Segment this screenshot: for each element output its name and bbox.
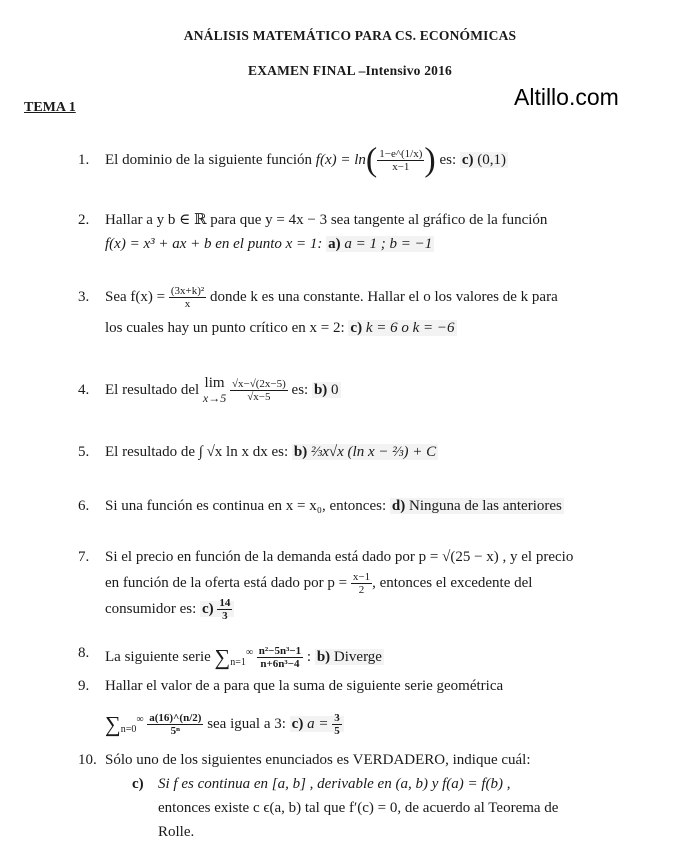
- question-8: 8. La siguiente serie $\sum_{n=1}^\infty$ $\frac{\text{n²−5n³−1}}{\text{n+6n³−4}}$ : b) Diverge: [78, 644, 382, 671]
- answer-highlight: c) $\frac{14}{3}$: [200, 601, 234, 617]
- answer-highlight: b) Diverge: [316, 649, 382, 665]
- question-text: El resultado de ∫ √x ln x dx es:: [105, 444, 289, 460]
- function-expression: f(x) = ln: [315, 152, 366, 168]
- question-7: 7. Si el precio en función de la demanda está dado por p = √(25 − x) , y el precio en función de la oferta está dado por p = $\frac{x-1}{2}$ , entonces el excedente del consumidor es: c) $\frac{14}{3}$: [78, 544, 678, 622]
- answer-text: Si f es continua en [a, b] , derivable en (a, b) y f(a) = f(b) , entonces existe c ϵ(a, b) tal que f′(c) = 0, de acuerdo al Teorema de Rolle.: [158, 776, 559, 840]
- question-number: 1.: [78, 152, 90, 168]
- watermark-logo: Altillo.com: [514, 84, 619, 110]
- answer-highlight: c) a = $\frac{3}{5}$: [290, 716, 344, 732]
- question-3: 3. Sea f(x) = $\frac{\text{(3x+k)²}}{x}$ donde k es una constante. Hallar el o los valores de k para los cuales hay un punto crítico en x = 2: c) k = 6 o k = −6: [78, 285, 558, 337]
- question-4: 4. El resultado del lim x→5 $\frac{√x-√(2x-5)}{√x-5}$ es: b) 0: [78, 374, 339, 405]
- answer-highlight: b) ⅔x√x (ln x − ⅔) + C: [293, 444, 437, 460]
- question-text: donde k es una constante. Hallar el o los valores de k para: [209, 289, 558, 305]
- question-text: Si una función es continua en x = x₀, entonces:: [105, 498, 387, 514]
- question-1: 1. El dominio de la siguiente función f(x) = ln( $\frac{1-e\^{}(1/x)}{x-1}$ ) es: c) (0,1): [78, 141, 507, 179]
- question-5: 5. El resultado de ∫ √x ln x dx es: b) ⅔x√x (ln x − ⅔) + C: [78, 444, 437, 460]
- question-text: Hallar el valor de a para que la suma de siguiente serie geométrica: [105, 678, 504, 694]
- question-text: Hallar a y b ∈ ℝ para que y = 4x − 3 sea tangente al gráfico de la función: [105, 212, 548, 228]
- question-9: 9. Hallar el valor de a para que la suma de siguiente serie geométrica $\sum_{n=0}^\infty$ $\frac{a(16)\^{}(n/2)}{\text{5ⁿ}}$ sea igual a 3: c) a = $\frac{3}{5}$: [78, 674, 678, 742]
- question-text: Si el precio en función de la demanda está dado por p = √(25 − x) , y el precio: [105, 549, 574, 565]
- answer-highlight: b) 0: [313, 382, 339, 398]
- answer-highlight: c) (0,1): [461, 152, 507, 168]
- question-text: El dominio de la siguiente función: [105, 152, 313, 168]
- exam-title: ANÁLISIS MATEMÁTICO PARA CS. ECONÓMICAS: [183, 28, 517, 43]
- question-text: El resultado del: [105, 382, 200, 398]
- question-10: 10. Sólo uno de los siguientes enunciados es VERDADERO, indique cuál: c) Si f es continua en [a, b] , derivable en (a, b) y f(a) = f(b) , entonces existe c ϵ(a, b) tal que f′(c) = 0, de acuerdo al Teorema de Rolle.: [78, 748, 678, 844]
- exam-subtitle: EXAMEN FINAL –Intensivo 2016: [248, 63, 452, 78]
- tema-heading: TEMA 1: [24, 100, 76, 115]
- answer-highlight: c) k = 6 o k = −6: [350, 320, 455, 337]
- question-6: 6. Si una función es continua en x = x₀, entonces: d) Ninguna de las anteriores: [78, 498, 562, 514]
- answer-highlight: a) a = 1 ; b = −1: [328, 236, 433, 252]
- question-2: 2. Hallar a y b ∈ ℝ para que y = 4x − 3 sea tangente al gráfico de la función f(x) = x³ + ax + b en el punto x = 1: a) a = 1 ; b = −1: [78, 208, 678, 256]
- fraction: $\frac{1-e\^{}(1/x)}{x-1}$: [379, 148, 423, 174]
- question-text: Sólo uno de los siguientes enunciados es VERDADERO, indique cuál:: [105, 752, 531, 768]
- answer-highlight: d) Ninguna de las anteriores: [391, 498, 562, 514]
